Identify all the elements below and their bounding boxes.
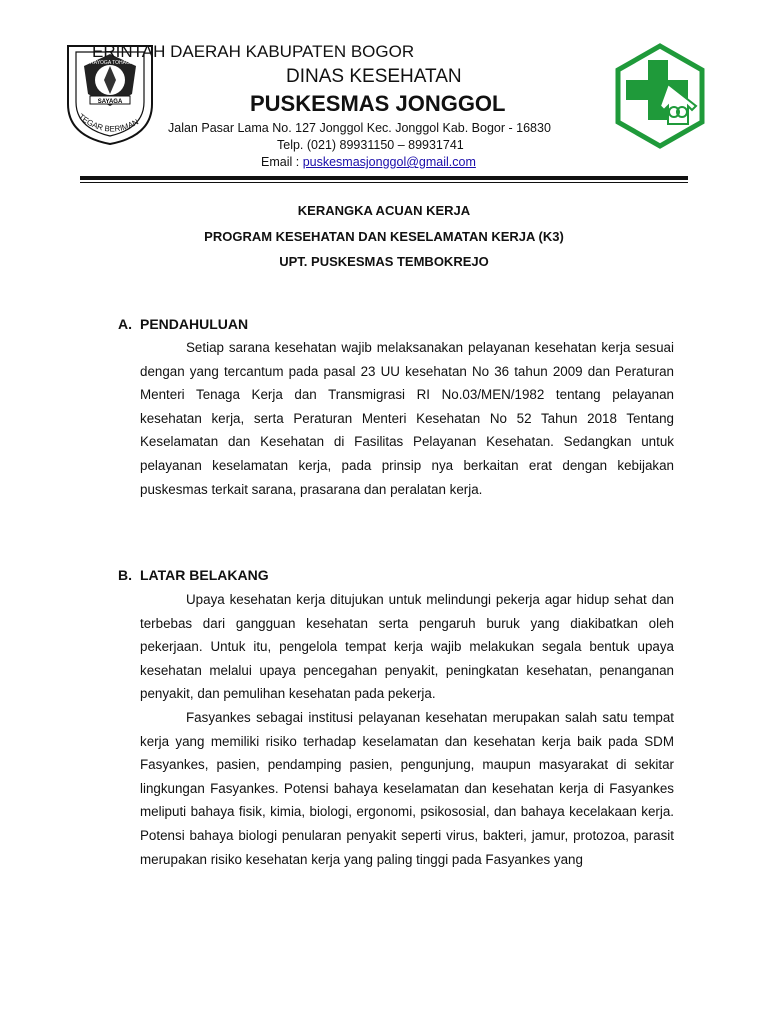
paragraph: Upaya kesehatan kerja ditujukan untuk melindungi pekerja agar hidup sehat dan terbebas dari gangguan kesehatan serta pengaruh buruk yang diakibatkan oleh pekerjaan. Untuk itu, pengelola tempat kerja wajib melakukan segala bentuk upaya kesehatan melalui upaya pencegahan penyakit, peningkatan kesehatan, penanganan penyakit, dan pemulihan kesehatan pada pekerja.: [140, 592, 674, 702]
header-divider-thick: [80, 176, 688, 180]
email-label: Email :: [261, 155, 303, 169]
doc-unit: UPT. PUSKESMAS TEMBOKREJO: [279, 254, 489, 269]
header-divider-thin: [80, 182, 688, 183]
header-address: Jalan Pasar Lama No. 127 Jonggol Kec. Jonggol Kab. Bogor - 16830: [168, 121, 551, 135]
paragraph: Fasyankes sebagai institusi pelayanan kesehatan merupakan salah satu tempat kerja yang memiliki risiko terhadap keselamatan dan kesehatan kerja baik pada SDM Fasyankes, pasien, pendamping pasien, pengunjung, maupun masyarakat di sekitar lingkungan Fasyankes. Potensi bahaya keselamatan dan kesehatan kerja di Fasyankes meliputi bahaya fisik, kimia, biologi, ergonomi, psikososial, dan bahaya kecelakaan kerja. Potensi bahaya biologi penularan penyakit seperti virus, bakteri, jamur, protozoa, parasit merupakan risiko kesehatan kerja yang paling tinggi pada Fasyankes yang: [140, 709, 674, 867]
header-department: DINAS KESEHATAN: [286, 66, 462, 87]
section-body-a: [140, 336, 674, 501]
doc-title: KERANGKA ACUAN KERJA: [297, 203, 471, 218]
header-institution-name: PUSKESMAS JONGGOL: [250, 91, 506, 116]
puskesmas-logo: [610, 42, 710, 150]
section-title: LATAR BELAKANG: [140, 567, 269, 583]
emblem-bottom-text: SAYAGA: [97, 99, 123, 105]
paragraph: Setiap sarana kesehatan wajib melaksanakan pelayanan kesehatan kerja sesuai dengan yang tercantum pada pasal 23 UU kesehatan No 36 tahun 2009 dan Peraturan Menteri Tenaga Kerja dan Transmigrasi RI No.03/MEN/1982 tentang pelayanan kesehatan kerja, serta Peraturan Menteri Kesehatan No 52 Tahun 2018 Tentang Keselamatan dan Kesehatan di Fasilitas Pelayanan Kesehatan. Sedangkan untuk pelayanan keselamatan kerja, pada prinsip nya berkaitan erat dengan kebijakan puskesmas terkait sarana, prasarana dan peralatan kerja.: [140, 340, 674, 497]
doc-subtitle: PROGRAM KESEHATAN DAN KESELAMATAN KERJA (K3): [204, 229, 564, 244]
section-body-b: [140, 588, 674, 871]
emblem-top-text: PRAYOGA TOHAGA: [86, 60, 134, 66]
header-organization: ERINTAH DAERAH KABUPATEN BOGOR: [92, 42, 415, 61]
section-heading-b: [118, 567, 269, 583]
section-heading-a: [118, 316, 248, 332]
section-number: A.: [118, 316, 132, 332]
header-email-line: [261, 155, 476, 169]
section-number: B.: [118, 567, 132, 583]
header-phone: Telp. (021) 89931150 – 89931741: [277, 138, 464, 152]
email-link[interactable]: puskesmasjonggol@gmail.com: [302, 155, 476, 169]
emblem-motto: TEGAR BERIMAN: [76, 112, 141, 134]
section-title: PENDAHULUAN: [140, 316, 249, 332]
